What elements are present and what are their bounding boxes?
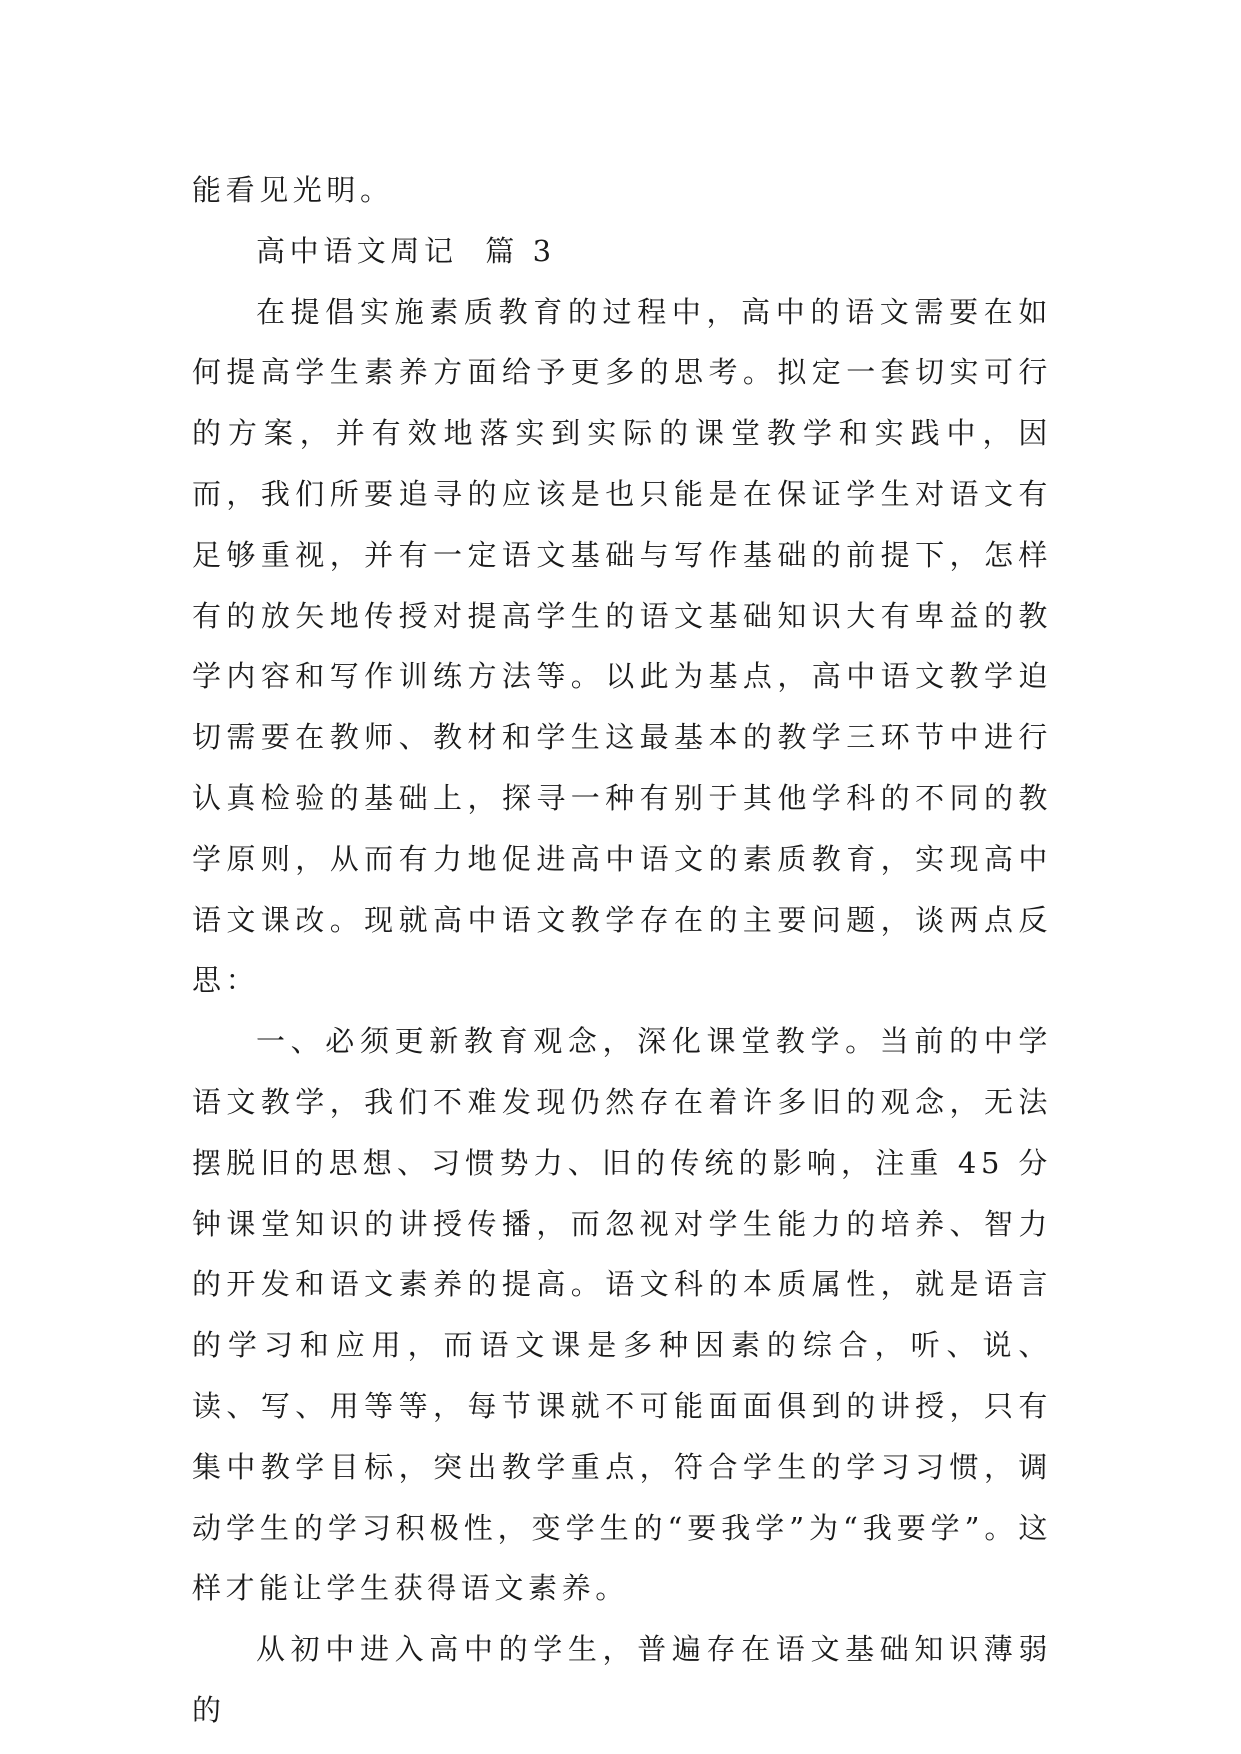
paragraph-continued: 从初中进入高中的学生，普遍存在语文基础知识薄弱的 [192,1632,1052,1727]
section-heading: 高中语文周记 篇 3 [256,233,556,268]
paragraph-intro: 在提倡实施素质教育的过程中，高中的语文需要在如何提高学生素养方面给予更多的思考。拟定一套切实可行的方案，并有效地落实到实际的课堂教学和实践中，因而，我们所要追寻的应该是也只能是在保证学生对语文有足够重视，并有一定语文基础与写作基础的前提下，怎样有的放矢地传授对提高学生的语文基础知识大有卑益的教学内容和写作训练方法等。以此为基点，高中语文教学迫切需要在教师、教材和学生这最基本的教学三环节中进行认真检验的基础上，探寻一种有别于其他学科的不同的教学原则，从而有力地促进高中语文的素质教育，实现高中语文课改。现就高中语文教学存在的主要问题，谈两点反思： [192,294,1052,998]
continuation-line: 能看见光明。 [192,173,394,207]
document-body [192,160,1052,1741]
paragraph-point-one: 一、必须更新教育观念，深化课堂教学。当前的中学语文教学，我们不难发现仍然存在着许多旧的观念，无法摆脱旧的思想、习惯势力、旧的传统的影响，注重 45 分钟课堂知识的讲授传播，而忽视对学生能力的培养、智力的开发和语文素养的提高。语文科的本质属性，就是语言的学习和应用，而语文课是多种因素的综合，听、说、读、写、用等等，每节课就不可能面面俱到的讲授，只有集中教学目标，突出教学重点，符合学生的学习习惯，调动学生的学习积极性，变学生的“要我学”为“我要学”。这样才能让学生获得语文素养。 [192,1024,1052,1606]
